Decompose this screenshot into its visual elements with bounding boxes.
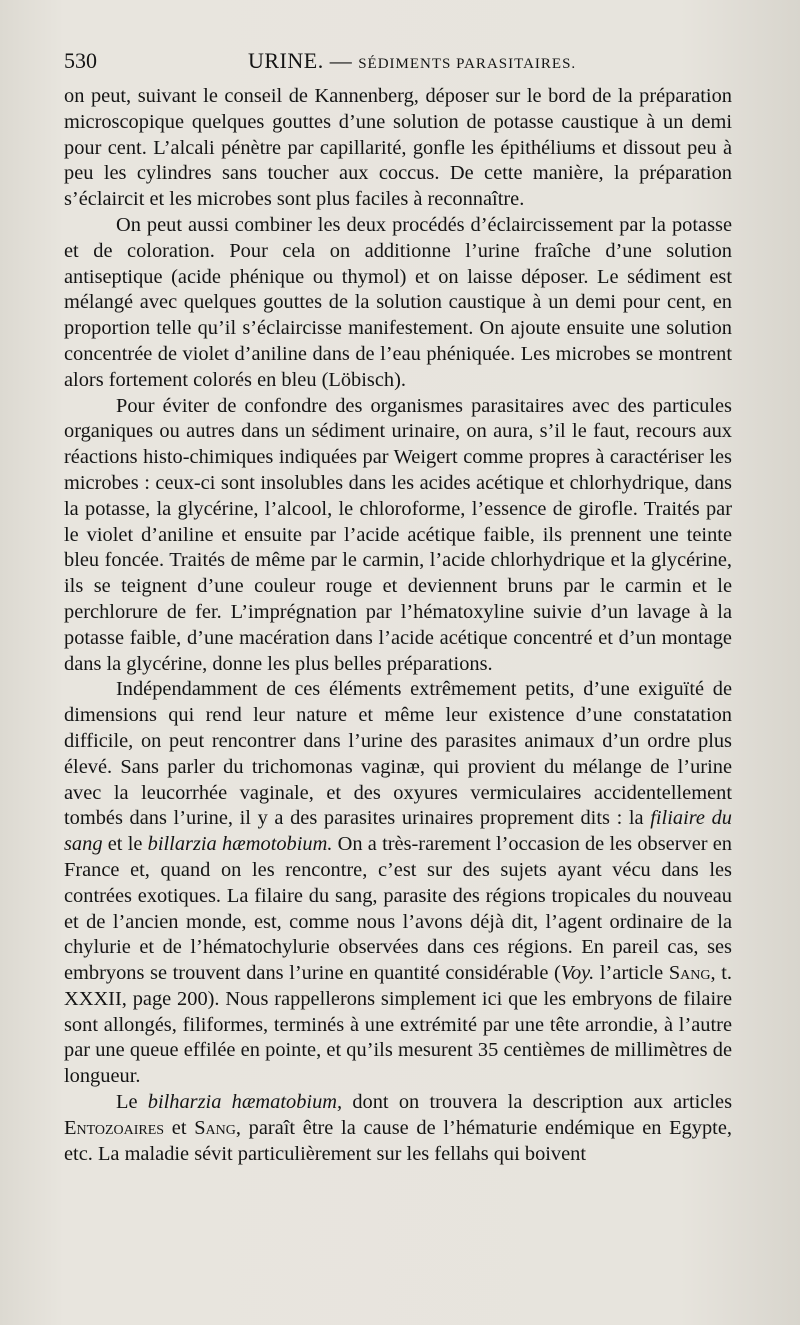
paragraph-bilharzia: Le bilharzia hæmatobium, dont on trouvera la description aux articles Entozoaires et Sang, paraît être la cause de l’hématurie endémique en Egypte, etc. La maladie sévit particulièrement sur les fellahs qui boivent — [64, 1091, 733, 1165]
header-separator: — — [329, 48, 353, 73]
paragraph-animal-parasites: Indépendamment de ces éléments extrêmement petits, d’une exiguïté de dimensions qui rend leur nature et même leur existence d’une constatation difficile, on peut rencontrer dans l’urine des parasites animaux d’un ordre plus élevé. Sans parler du trichomonas vaginæ, qui provient du mélange de l’urine avec la leucorrhée vaginale, et des oxyures vermiculaires accidentellement tombés dans l’urine, il y a des parasites urinaires proprement dits : la filiaire du sang et le billarzia hæmotobium. On a très-rarement l’occasion de les observer en France et, quand on les rencontre, c’est sur des sujets ayant vécu dans les contrées exotiques. La filaire du sang, parasite des régions tropicales du nouveau et de l’ancien monde, est, comme nous l’avons déjà dit, l’agent ordinaire de la chylurie et de l’hématochylurie observées dans ces régions. En pareil cas, ses embryons se trouvent dans l’urine en quantité considérable (Voy. l’article Sang, t. XXXII, page 200). Nous rappellerons simplement ici que les embryons de filaire sont allongés, filiformes, terminés à une extrémité par une tête arrondie, à l’autre par une queue effilée en pointe, et qu’ils mesurent 35 centièmes de millimètres de longueur. — [64, 678, 733, 1088]
header-subtitle: SÉDIMENTS PARASITAIRES. — [358, 56, 577, 72]
paragraph-combined-procedures: On peut aussi combiner les deux procédés d’éclaircissement par la potasse et de coloration. Pour cela on additionne l’urine fraîche d’une solution antiseptique (acide phénique ou thymol) et on laisse déposer. Le sédiment est mélangé avec quelques gouttes de la solution caustique à un demi pour cent, en proportion telle qu’il s’éclaircisse manifestement. On ajoute ensuite une solution concentrée de violet d’aniline dans de l’eau phéniquée. Les microbes se montrent alors fortement colorés en bleu (Löbisch). — [64, 213, 732, 391]
page-number: 530 — [64, 48, 97, 73]
header-title: URINE. — [248, 48, 324, 73]
running-title — [248, 46, 576, 79]
paragraph-histochemical-reactions: Pour éviter de confondre des organismes parasitaires avec des particules organiques ou autres dans un sédiment urinaire, on aura, s’il le faut, recours aux réactions histo-chimiques indiquées par Weigert comme propres à caractériser les microbes : ceux-ci sont insolubles dans les acides acétique et chlorhydrique, dans la potasse, la glycérine, l’alcool, le chloroforme, l’essence de girofle. Traités par le violet d’aniline et ensuite par l’acide acétique faible, ils prennent une teinte bleu foncée. Traités de même par le carmin, l’acide chlorhydrique et la glycérine, ils se teignent d’une couleur rouge et deviennent bruns par le carmin et le perchlorure de fer. L’imprégnation par l’hématoxyline suivie d’un lavage à la potasse faible, d’une macération dans l’acide acétique concentré et d’un montage dans la glycérine, donne les plus belles préparations. — [64, 394, 732, 675]
paragraph-continued: on peut, suivant le conseil de Kannenberg, déposer sur le bord de la préparation microscopique quelques gouttes d’une solution de potasse caustique à un demi pour cent. L’alcali pénètre par capillarité, gonfle les épithéliums et dissout peu à peu les cylindres sans toucher aux coccus. De cette manière, la préparation s’éclaircit et les microbes sont plus faciles à reconnaître. — [64, 85, 732, 211]
body-text — [64, 84, 732, 1167]
running-header — [64, 46, 734, 76]
